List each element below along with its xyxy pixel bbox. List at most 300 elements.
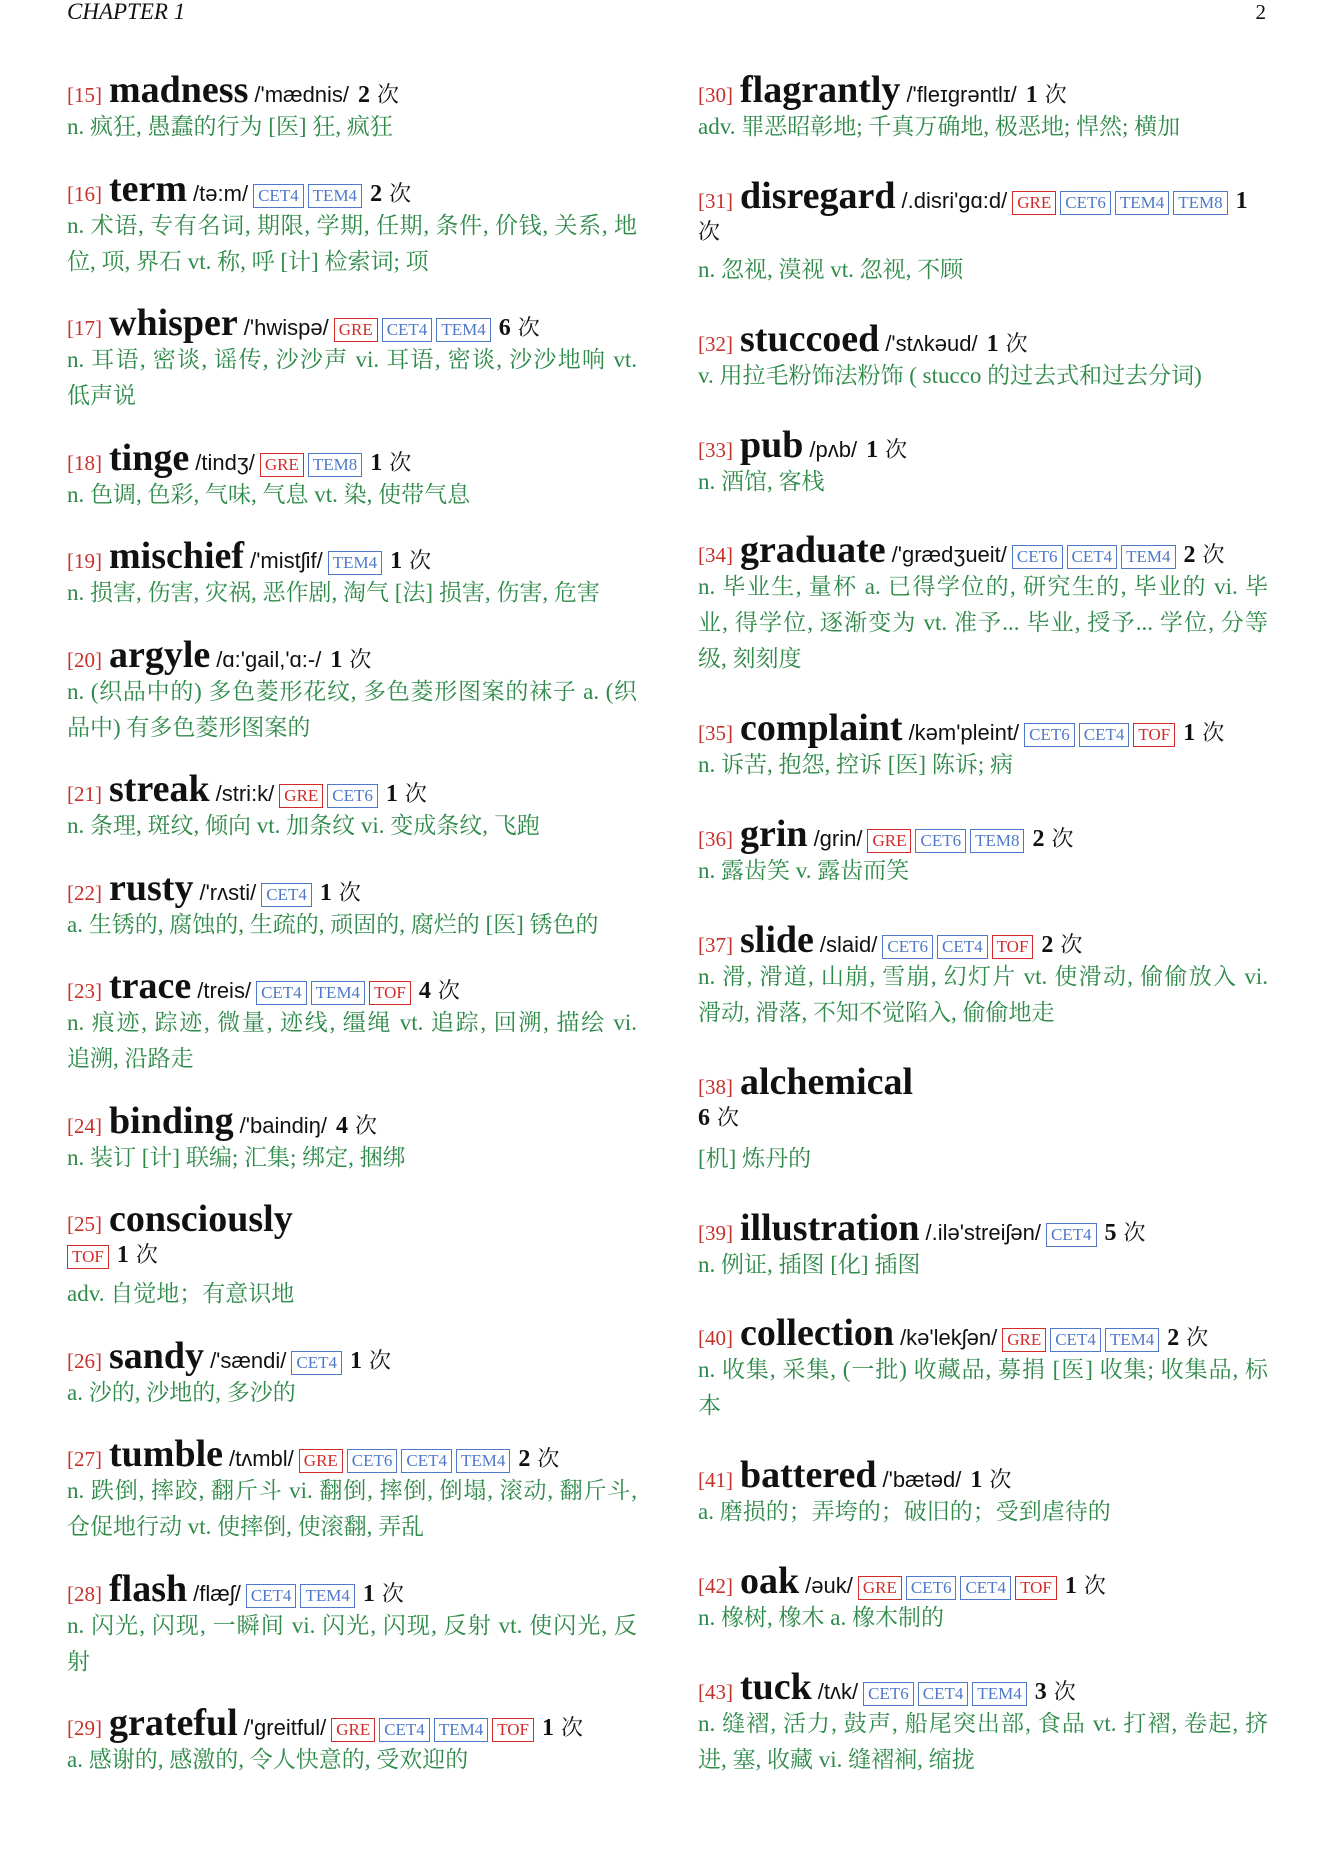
- headword: flagrantly: [740, 69, 901, 111]
- occurrence-unit: 次: [1060, 931, 1083, 957]
- definition-line: [机] 炼丹的: [698, 1145, 812, 1171]
- headword-line: [67, 1334, 637, 1377]
- occurrence-unit: 次: [437, 978, 460, 1003]
- exam-tag: GRE: [334, 318, 378, 342]
- entry-number: [41]: [698, 1468, 733, 1493]
- headword: disregard: [740, 174, 896, 217]
- exam-tag: TEM4: [311, 981, 365, 1005]
- word-entry: [698, 1665, 1268, 1778]
- occurrence-unit: 次: [381, 1580, 404, 1606]
- pronunciation: /'stʌkəud/: [885, 330, 978, 356]
- occurrence-count: 1: [970, 1467, 983, 1494]
- definition-line: a. 磨损的；弄垮的；破旧的；受到虐待的: [698, 1499, 1111, 1525]
- occurrence-count: 4: [336, 1112, 349, 1139]
- pronunciation: /.disri'gɑ:d/: [901, 187, 1008, 213]
- exam-tag: CET4: [291, 1351, 342, 1375]
- definition-line: n. 滑, 滑道, 山崩, 雪崩, 幻灯片 vt. 使滑动, 偷偷放入 vi.: [698, 963, 1268, 989]
- headword-line: [698, 317, 1268, 360]
- exam-tag: GRE: [1012, 191, 1056, 215]
- headword-line: [698, 813, 1268, 856]
- headword: oak: [740, 1560, 800, 1603]
- word-entry: [698, 707, 1268, 783]
- pronunciation: /.ilə'streiʃən/: [925, 1219, 1041, 1245]
- pronunciation: /tʌk/: [817, 1678, 859, 1704]
- pronunciation: /'fleɪgrəntlɪ/: [906, 82, 1017, 107]
- headword-line: [698, 174, 1268, 217]
- definition-line: 位, 项, 界石 vt. 称, 呼 [计] 检索词; 项: [67, 248, 429, 274]
- entry-number: [31]: [698, 188, 733, 213]
- exam-tag: GRE: [867, 829, 911, 853]
- word-entry: [698, 1312, 1268, 1424]
- definition-line: adv. 自觉地；有意识地: [67, 1281, 295, 1306]
- word-entry: [698, 918, 1268, 1031]
- word-entry: [67, 1334, 637, 1411]
- headword: slide: [740, 918, 814, 961]
- headword: illustration: [740, 1206, 920, 1249]
- occurrence-count: 2: [1167, 1325, 1180, 1352]
- exam-tag: TEM4: [308, 184, 362, 208]
- occurrence-unit: 次: [885, 436, 908, 462]
- entry-number: [16]: [67, 181, 102, 206]
- occurrence-count: 1: [986, 330, 999, 357]
- pronunciation: /'greitful/: [243, 1715, 327, 1740]
- headword: streak: [109, 768, 210, 810]
- word-entry: [698, 174, 1268, 288]
- definition-line: n. 条理, 斑纹, 倾向 vt. 加条纹 vi. 变成条纹, 飞跑: [67, 813, 540, 838]
- definition-line: n. 毕业生, 量杯 a. 已得学位的, 研究生的, 毕业的 vi. 毕: [698, 574, 1268, 600]
- headword-line: [698, 69, 1268, 111]
- exam-tag: GRE: [858, 1576, 902, 1600]
- entry-number: [15]: [67, 83, 102, 107]
- definition-line: n. 露齿笑 v. 露齿而笑: [698, 858, 910, 884]
- occurrence-unit: 次: [369, 1347, 392, 1373]
- occurrence-count: 1: [390, 548, 403, 574]
- definition-line: 级, 刻刻度: [698, 646, 802, 672]
- occurrence-unit: 次: [349, 646, 372, 672]
- headword-line: [698, 529, 1268, 572]
- occurrence-unit: 次: [355, 1112, 378, 1138]
- headword: stuccoed: [740, 317, 880, 360]
- running-header: [67, 0, 1266, 26]
- definition-line: 射: [67, 1648, 90, 1674]
- word-entry: [67, 965, 637, 1077]
- exam-tag: GRE: [260, 453, 304, 477]
- definition-line: n. 忽视, 漠视 vt. 忽视, 不顾: [698, 256, 964, 282]
- word-entry: [67, 1198, 637, 1312]
- exam-tag: CET4: [261, 883, 312, 907]
- definition-line: 品中) 有多色菱形图案的: [67, 714, 311, 740]
- occurrence-count: 1: [350, 1347, 363, 1374]
- word-entry: [698, 1060, 1268, 1177]
- headword: consciously: [109, 1198, 293, 1240]
- entry-number: [18]: [67, 450, 102, 475]
- definition-line: n. 橡树, 橡木 a. 橡木制的: [698, 1605, 944, 1631]
- exam-tag: GRE: [1002, 1328, 1046, 1352]
- occurrence-unit: 次: [1044, 82, 1067, 107]
- exam-tag: TOF: [1133, 723, 1175, 747]
- occurrence-count: 1: [1183, 720, 1196, 747]
- occurrence-count: 1: [370, 449, 383, 476]
- occurrence-count: 3: [1034, 1678, 1047, 1705]
- exam-tag: CET6: [327, 784, 378, 808]
- definition-line: n. 损害, 伤害, 灾祸, 恶作剧, 淘气 [法] 损害, 伤害, 危害: [67, 580, 600, 605]
- word-entry: [698, 1560, 1268, 1636]
- definition-line: n. 跌倒, 摔跤, 翻斤斗 vi. 翻倒, 摔倒, 倒塌, 滚动, 翻斤斗,: [67, 1478, 637, 1503]
- definition-line: n. 耳语, 密谈, 谣传, 沙沙声 vi. 耳语, 密谈, 沙沙地响 vt.: [67, 347, 637, 372]
- entry-number: [34]: [698, 543, 733, 568]
- pronunciation: /'baindiŋ/: [239, 1112, 328, 1138]
- exam-tag: TEM4: [300, 1584, 354, 1608]
- occurrence-count: 1: [362, 1580, 375, 1607]
- headword: graduate: [740, 529, 886, 572]
- definition-line: n. 酒馆, 客栈: [698, 468, 825, 494]
- exam-tag: TEM4: [1121, 545, 1175, 569]
- definition-line: n. 闪光, 闪现, 一瞬间 vi. 闪光, 闪现, 反射 vt. 使闪光, 反: [67, 1612, 637, 1638]
- word-entry: [67, 1433, 637, 1545]
- occurrence-unit: 次: [377, 82, 400, 107]
- pronunciation: /'mistʃif/: [250, 548, 323, 573]
- occurrence-unit: 次: [1123, 1219, 1146, 1245]
- entry-number: [32]: [698, 331, 733, 356]
- exam-tag: TEM4: [1115, 191, 1169, 215]
- occurrence-count: 4: [418, 978, 431, 1004]
- entry-number: [26]: [67, 1348, 102, 1373]
- occurrence-count: 2: [358, 82, 371, 108]
- exam-tag: CET4: [382, 318, 433, 342]
- headword: tumble: [109, 1433, 223, 1475]
- definition-line: 进, 塞, 收藏 vi. 缝褶裥, 缩拢: [698, 1746, 975, 1772]
- occurrence-count: 2: [1183, 542, 1196, 569]
- entry-number: [23]: [67, 979, 102, 1003]
- entry-number: [37]: [698, 932, 733, 957]
- exam-tag: CET4: [1079, 723, 1130, 747]
- exam-tag: CET4: [246, 1584, 297, 1608]
- occurrence-unit: 次: [717, 1104, 740, 1130]
- word-entry: [67, 436, 637, 513]
- pronunciation: /'rʌsti/: [199, 879, 257, 905]
- occurrence-count: 6: [698, 1104, 710, 1131]
- headword-line: [67, 768, 637, 810]
- exam-tag: CET6: [863, 1682, 914, 1706]
- headword-line-continued: [67, 1238, 637, 1276]
- pronunciation: /əuk/: [805, 1573, 853, 1599]
- definition-line: n. 色调, 色彩, 气味, 气息 vt. 染, 使带气息: [67, 481, 471, 507]
- headword-line: [698, 1560, 1268, 1603]
- entry-number: [24]: [67, 1113, 102, 1138]
- definition-line: n. 疯狂, 愚蠢的行为 [医] 狂, 疯狂: [67, 114, 393, 139]
- entry-number: [35]: [698, 721, 733, 746]
- headword-line: [698, 1454, 1268, 1497]
- headword-line: [67, 1567, 637, 1610]
- exam-tag: TOF: [492, 1718, 534, 1742]
- occurrence-count: 1: [1025, 82, 1038, 108]
- headword-line-continued: [698, 215, 1268, 252]
- word-entry: [67, 1567, 637, 1680]
- exam-tag: GRE: [299, 1449, 343, 1473]
- headword: grin: [740, 813, 808, 856]
- headword-line: [67, 1099, 637, 1142]
- headword: tuck: [740, 1665, 812, 1708]
- entry-number: [20]: [67, 647, 102, 672]
- word-entry: [698, 1454, 1268, 1530]
- headword: collection: [740, 1312, 895, 1355]
- headword: trace: [109, 965, 192, 1007]
- exam-tag: TOF: [369, 981, 411, 1005]
- exam-tag: TOF: [992, 935, 1034, 959]
- exam-tag: CET4: [1067, 545, 1118, 569]
- headword: term: [109, 167, 188, 210]
- occurrence-count: 1: [330, 646, 343, 673]
- entry-number: [42]: [698, 1574, 733, 1599]
- headword: rusty: [109, 866, 194, 909]
- headword-line: [67, 866, 637, 909]
- pronunciation: /treis/: [197, 978, 252, 1003]
- definition-line: n. 缝褶, 活力, 鼓声, 船尾突出部, 食品 vt. 打褶, 卷起, 挤: [698, 1710, 1268, 1736]
- entry-number: [36]: [698, 827, 733, 852]
- pronunciation: /kəm'pleint/: [908, 720, 1020, 746]
- word-entry: [67, 167, 637, 280]
- headword-line: [67, 1198, 637, 1240]
- word-entry: [698, 317, 1268, 394]
- exam-tag: TOF: [67, 1245, 109, 1269]
- definition-line: 仓促地行动 vt. 使摔倒, 使滚翻, 弄乱: [67, 1514, 425, 1539]
- definition-line: n. (织品中的) 多色菱形花纹, 多色菱形图案的袜子 a. (织: [67, 678, 637, 704]
- pronunciation: /'sændi/: [210, 1347, 287, 1373]
- occurrence-count: 1: [116, 1242, 129, 1268]
- definition-line: 追溯, 沿路走: [67, 1046, 194, 1071]
- exam-tag: CET6: [1024, 723, 1075, 747]
- word-entry: [67, 302, 637, 414]
- occurrence-count: 1: [1235, 187, 1248, 214]
- exam-tag: CET4: [937, 935, 988, 959]
- occurrence-count: 1: [385, 781, 398, 807]
- word-entry: [698, 423, 1268, 500]
- headword: pub: [740, 423, 804, 466]
- definition-line: a. 生锈的, 腐蚀的, 生疏的, 顽固的, 腐烂的 [医] 锈色的: [67, 911, 599, 937]
- exam-tag: TEM4: [1105, 1328, 1159, 1352]
- exam-tag: CET4: [401, 1449, 452, 1473]
- pronunciation: /'mædnis/: [254, 82, 350, 107]
- headword-line: [67, 633, 637, 676]
- definition-line: n. 装订 [计] 联编; 汇集; 绑定, 捆绑: [67, 1144, 406, 1170]
- occurrence-unit: 次: [698, 218, 721, 244]
- word-entry: [67, 69, 637, 145]
- headword: sandy: [109, 1334, 205, 1377]
- headword: argyle: [109, 633, 211, 676]
- exam-tag: GRE: [331, 1718, 375, 1742]
- headword-line: [698, 1206, 1268, 1249]
- headword: whisper: [109, 302, 238, 344]
- exam-tag: TEM8: [970, 829, 1024, 853]
- exam-tag: CET4: [1046, 1223, 1097, 1247]
- word-entry: [67, 1702, 637, 1778]
- entry-number: [21]: [67, 782, 102, 806]
- definition-line: n. 诉苦, 抱怨, 控诉 [医] 陈诉; 病: [698, 752, 1013, 778]
- occurrence-count: 1: [319, 879, 332, 906]
- definition-line: n. 痕迹, 踪迹, 微量, 迹线, 缰绳 vt. 追踪, 回溯, 描绘 vi.: [67, 1010, 637, 1035]
- exam-tag: GRE: [279, 784, 323, 808]
- exam-tag: CET4: [253, 184, 304, 208]
- definition-line: 滑动, 滑落, 不知不觉陷入, 偷偷地走: [698, 999, 1055, 1025]
- occurrence-unit: 次: [409, 548, 432, 573]
- entry-number: [17]: [67, 316, 102, 340]
- entry-number: [19]: [67, 549, 102, 573]
- occurrence-unit: 次: [1202, 720, 1225, 746]
- occurrence-unit: 次: [389, 180, 412, 206]
- exam-tag: CET4: [379, 1718, 430, 1742]
- pronunciation: /kə'lekʃən/: [900, 1325, 998, 1351]
- entry-number: [33]: [698, 437, 733, 462]
- exam-tag: TEM4: [328, 551, 382, 575]
- headword-line: [67, 302, 637, 344]
- headword-line: [698, 423, 1268, 466]
- headword-line: [67, 535, 637, 577]
- exam-tag: TEM4: [456, 1449, 510, 1473]
- exam-tag: CET6: [915, 829, 966, 853]
- occurrence-unit: 次: [561, 1715, 584, 1740]
- entry-number: [38]: [698, 1074, 733, 1099]
- pronunciation: /flæʃ/: [193, 1580, 241, 1606]
- exam-tag: CET6: [347, 1449, 398, 1473]
- headword-line: [67, 69, 637, 111]
- exam-tag: CET6: [1012, 545, 1063, 569]
- headword: battered: [740, 1454, 877, 1497]
- headword-line: [698, 1312, 1268, 1355]
- headword: flash: [109, 1567, 188, 1610]
- word-entry: [698, 529, 1268, 677]
- pronunciation: /pʌb/: [809, 436, 858, 462]
- occurrence-unit: 次: [1051, 826, 1074, 852]
- definition-line: 低声说: [67, 383, 136, 408]
- headword: mischief: [109, 535, 245, 577]
- exam-tag: TEM4: [972, 1682, 1026, 1706]
- exam-tag: TEM8: [308, 453, 362, 477]
- word-entry: [698, 1206, 1268, 1283]
- occurrence-unit: 次: [1202, 542, 1225, 568]
- definition-line: 业, 得学位, 逐渐变为 vt. 准予... 毕业, 授予... 学位, 分等: [698, 610, 1268, 636]
- pronunciation: /'grædʒueit/: [891, 542, 1007, 568]
- occurrence-unit: 次: [1053, 1678, 1076, 1704]
- entry-number: [29]: [67, 1716, 102, 1740]
- exam-tag: TEM4: [436, 318, 490, 342]
- definition-line: n. 例证, 插图 [化] 插图: [698, 1251, 921, 1277]
- word-entry: [67, 866, 637, 943]
- left-column: [67, 69, 637, 1778]
- entry-number: [30]: [698, 83, 733, 107]
- occurrence-count: 6: [498, 315, 511, 341]
- word-entry: [67, 1099, 637, 1176]
- occurrence-count: 2: [370, 180, 383, 207]
- headword-line: [67, 1702, 637, 1744]
- occurrence-count: 5: [1104, 1219, 1117, 1246]
- definition-line: n. 术语, 专有名词, 期限, 学期, 任期, 条件, 价钱, 关系, 地: [67, 212, 637, 238]
- headword: grateful: [109, 1702, 238, 1744]
- word-entry: [67, 768, 637, 844]
- entry-number: [43]: [698, 1679, 733, 1704]
- entry-number: [28]: [67, 1581, 102, 1606]
- occurrence-unit: 次: [517, 315, 540, 340]
- headword-line: [698, 707, 1268, 750]
- headword-line: [698, 1060, 1268, 1103]
- exam-tag: CET4: [918, 1682, 969, 1706]
- occurrence-unit: 次: [389, 449, 412, 475]
- headword: complaint: [740, 707, 903, 750]
- occurrence-count: 2: [518, 1446, 531, 1472]
- headword-line: [67, 436, 637, 479]
- headword-line: [67, 965, 637, 1007]
- exam-tag: CET4: [960, 1576, 1011, 1600]
- occurrence-count: 2: [1041, 931, 1054, 958]
- definition-line: a. 沙的, 沙地的, 多沙的: [67, 1379, 296, 1405]
- word-entry: [698, 69, 1268, 145]
- definition-line: v. 用拉毛粉饰法粉饰 ( stucco 的过去式和过去分词): [698, 362, 1202, 388]
- exam-tag: CET6: [882, 935, 933, 959]
- entry-number: [22]: [67, 880, 102, 905]
- pronunciation: /ɑ:'gail,'ɑ:-/: [216, 646, 322, 672]
- occurrence-unit: 次: [537, 1446, 560, 1471]
- definition-line: adv. 罪恶昭彰地; 千真万确地, 极恶地; 悍然; 横加: [698, 114, 1181, 139]
- exam-tag: TEM4: [434, 1718, 488, 1742]
- exam-tag: CET4: [256, 981, 307, 1005]
- headword-line: [698, 918, 1268, 961]
- occurrence-unit: 次: [135, 1242, 158, 1267]
- word-entry: [698, 813, 1268, 889]
- entry-number: [27]: [67, 1447, 102, 1471]
- headword: binding: [109, 1099, 234, 1142]
- exam-tag: TOF: [1015, 1576, 1057, 1600]
- occurrence-unit: 次: [1083, 1573, 1106, 1599]
- headword-line: [67, 167, 637, 210]
- exam-tag: TEM8: [1173, 191, 1227, 215]
- pronunciation: /slaid/: [819, 931, 878, 957]
- definition-line: n. 收集, 采集, (一批) 收藏品, 募捐 [医] 收集; 收集品, 标: [698, 1357, 1268, 1383]
- headword-line: [67, 1433, 637, 1475]
- exam-tag: CET6: [906, 1576, 957, 1600]
- page-number: 2: [1255, 0, 1266, 24]
- occurrence-count: 1: [1064, 1573, 1077, 1600]
- headword: alchemical: [740, 1060, 914, 1103]
- pronunciation: /'hwispə/: [243, 315, 329, 340]
- entry-number: [39]: [698, 1220, 733, 1245]
- headword: madness: [109, 69, 249, 111]
- occurrence-count: 2: [1032, 826, 1045, 853]
- exam-tag: CET6: [1060, 191, 1111, 215]
- entry-number: [40]: [698, 1326, 733, 1351]
- occurrence-unit: 次: [338, 879, 361, 905]
- headword-line-continued: [698, 1101, 1268, 1141]
- occurrence-count: 1: [542, 1715, 555, 1741]
- occurrence-count: 1: [866, 436, 879, 463]
- occurrence-unit: 次: [404, 781, 427, 806]
- pronunciation: /grin/: [813, 826, 863, 852]
- occurrence-unit: 次: [1005, 330, 1028, 356]
- chapter-title: CHAPTER 1: [67, 0, 186, 24]
- pronunciation: /tindʒ/: [195, 449, 255, 475]
- headword-line: [698, 1665, 1268, 1708]
- pronunciation: /tʌmbl/: [229, 1446, 294, 1471]
- occurrence-unit: 次: [1186, 1325, 1209, 1351]
- entry-number: [25]: [67, 1212, 102, 1236]
- exam-tag: CET4: [1050, 1328, 1101, 1352]
- word-entry: [67, 535, 637, 611]
- pronunciation: /'bætəd/: [882, 1467, 962, 1493]
- definition-line: 本: [698, 1393, 721, 1419]
- definition-line: a. 感谢的, 感激的, 令人快意的, 受欢迎的: [67, 1747, 469, 1772]
- word-entry: [67, 633, 637, 746]
- right-column: [698, 69, 1268, 1778]
- occurrence-unit: 次: [989, 1467, 1012, 1493]
- pronunciation: /stri:k/: [215, 781, 275, 806]
